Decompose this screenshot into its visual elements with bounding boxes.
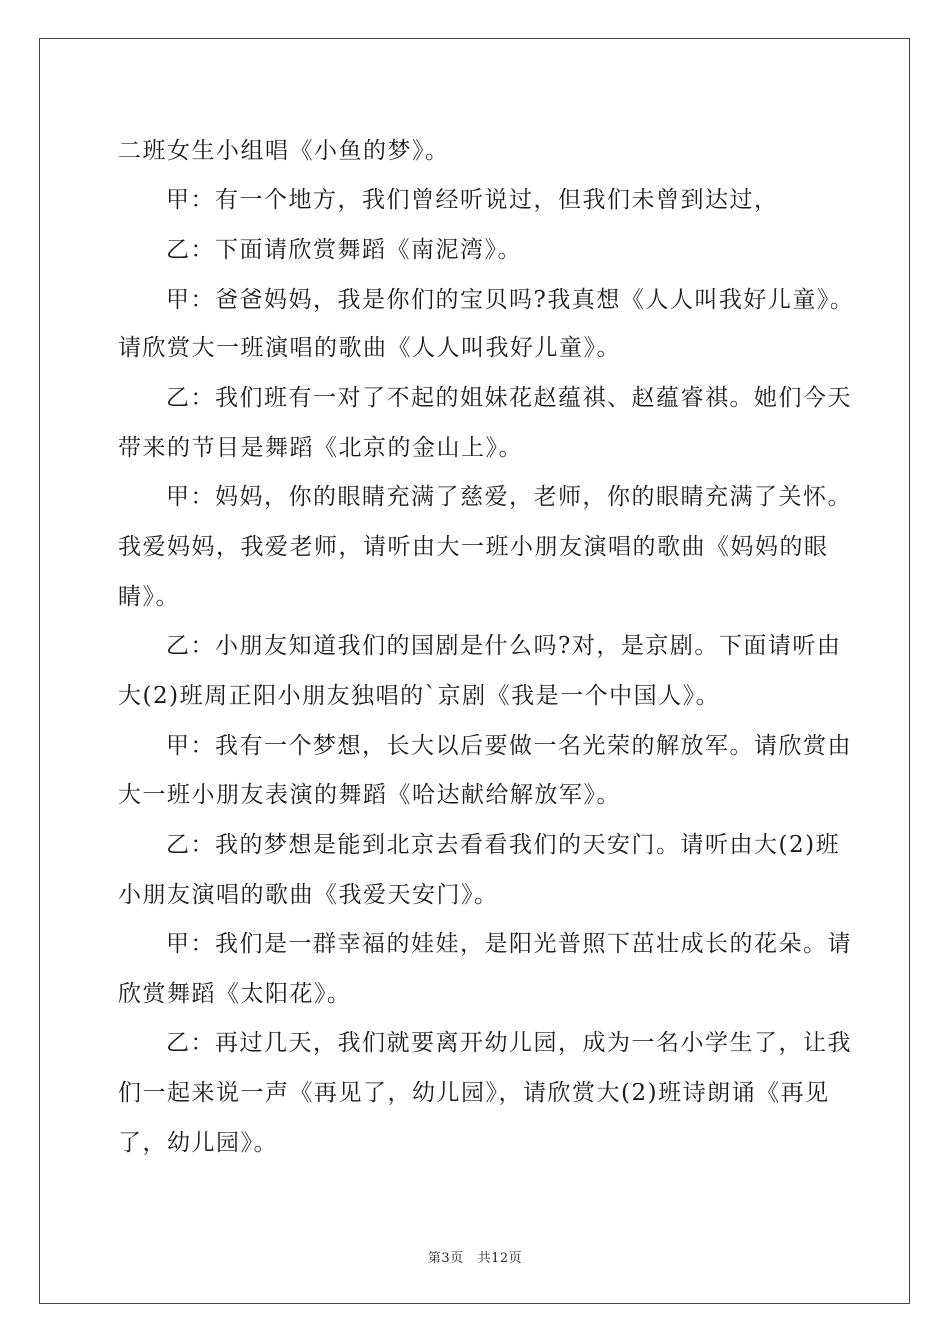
text-line: 请欣赏大一班演唱的歌曲《人人叫我好儿童》。 — [118, 335, 621, 361]
text-line: 小朋友演唱的歌曲《我爱天安门》。 — [118, 882, 499, 908]
page-number: 第3页 — [427, 1251, 464, 1266]
text-line: 我爱妈妈，我爱老师，请听由大一班小朋友演唱的歌曲《妈妈的眼 — [118, 534, 829, 560]
page-total: 共12页 — [477, 1251, 523, 1266]
text-line: 甲：我有一个梦想，长大以后要做一名光荣的解放军。请欣赏由 — [166, 733, 852, 759]
text-line: 乙：我们班有一对了不起的姐妹花赵蕴祺、赵蕴睿祺。她们今天 — [166, 385, 852, 411]
text-line: 甲：我们是一群幸福的娃娃，是阳光普照下茁壮成长的花朵。请 — [166, 931, 852, 957]
text-line: 大一班小朋友表演的舞蹈《哈达献给解放军》。 — [118, 782, 621, 808]
text-line: 大(2)班周正阳小朋友独唱的`京剧《我是一个中国人》。 — [118, 683, 721, 709]
text-line: 了，幼儿园》。 — [118, 1130, 278, 1156]
text-line: 乙：我的梦想是能到北京去看看我们的天安门。请听由大(2)班 — [166, 832, 841, 858]
text-line: 甲：有一个地方，我们曾经听说过，但我们未曾到达过， — [166, 187, 779, 213]
text-line: 欣赏舞蹈《太阳花》。 — [118, 981, 352, 1007]
text-line: 二班女生小组唱《小鱼的梦》。 — [118, 138, 450, 164]
page-border — [39, 38, 910, 1304]
text-line: 乙：小朋友知道我们的国剧是什么吗?对，是京剧。下面请听由 — [166, 633, 842, 659]
text-line: 甲：妈妈，你的眼睛充满了慈爱，老师，你的眼睛充满了关怀。 — [166, 484, 852, 510]
text-line: 乙：下面请欣赏舞蹈《南泥湾》。 — [166, 237, 522, 263]
text-line: 乙：再过几天，我们就要离开幼儿园，成为一名小学生了，让我 — [166, 1030, 852, 1056]
text-line: 甲：爸爸妈妈，我是你们的宝贝吗?我真想《人人叫我好儿童》。 — [166, 287, 855, 313]
text-line: 们一起来说一声《再见了，幼儿园》，请欣赏大(2)班诗朗诵《再见 — [118, 1080, 830, 1106]
text-line: 带来的节目是舞蹈《北京的金山上》。 — [118, 435, 523, 461]
text-line: 睛》。 — [118, 584, 180, 610]
page-footer — [0, 1247, 950, 1266]
